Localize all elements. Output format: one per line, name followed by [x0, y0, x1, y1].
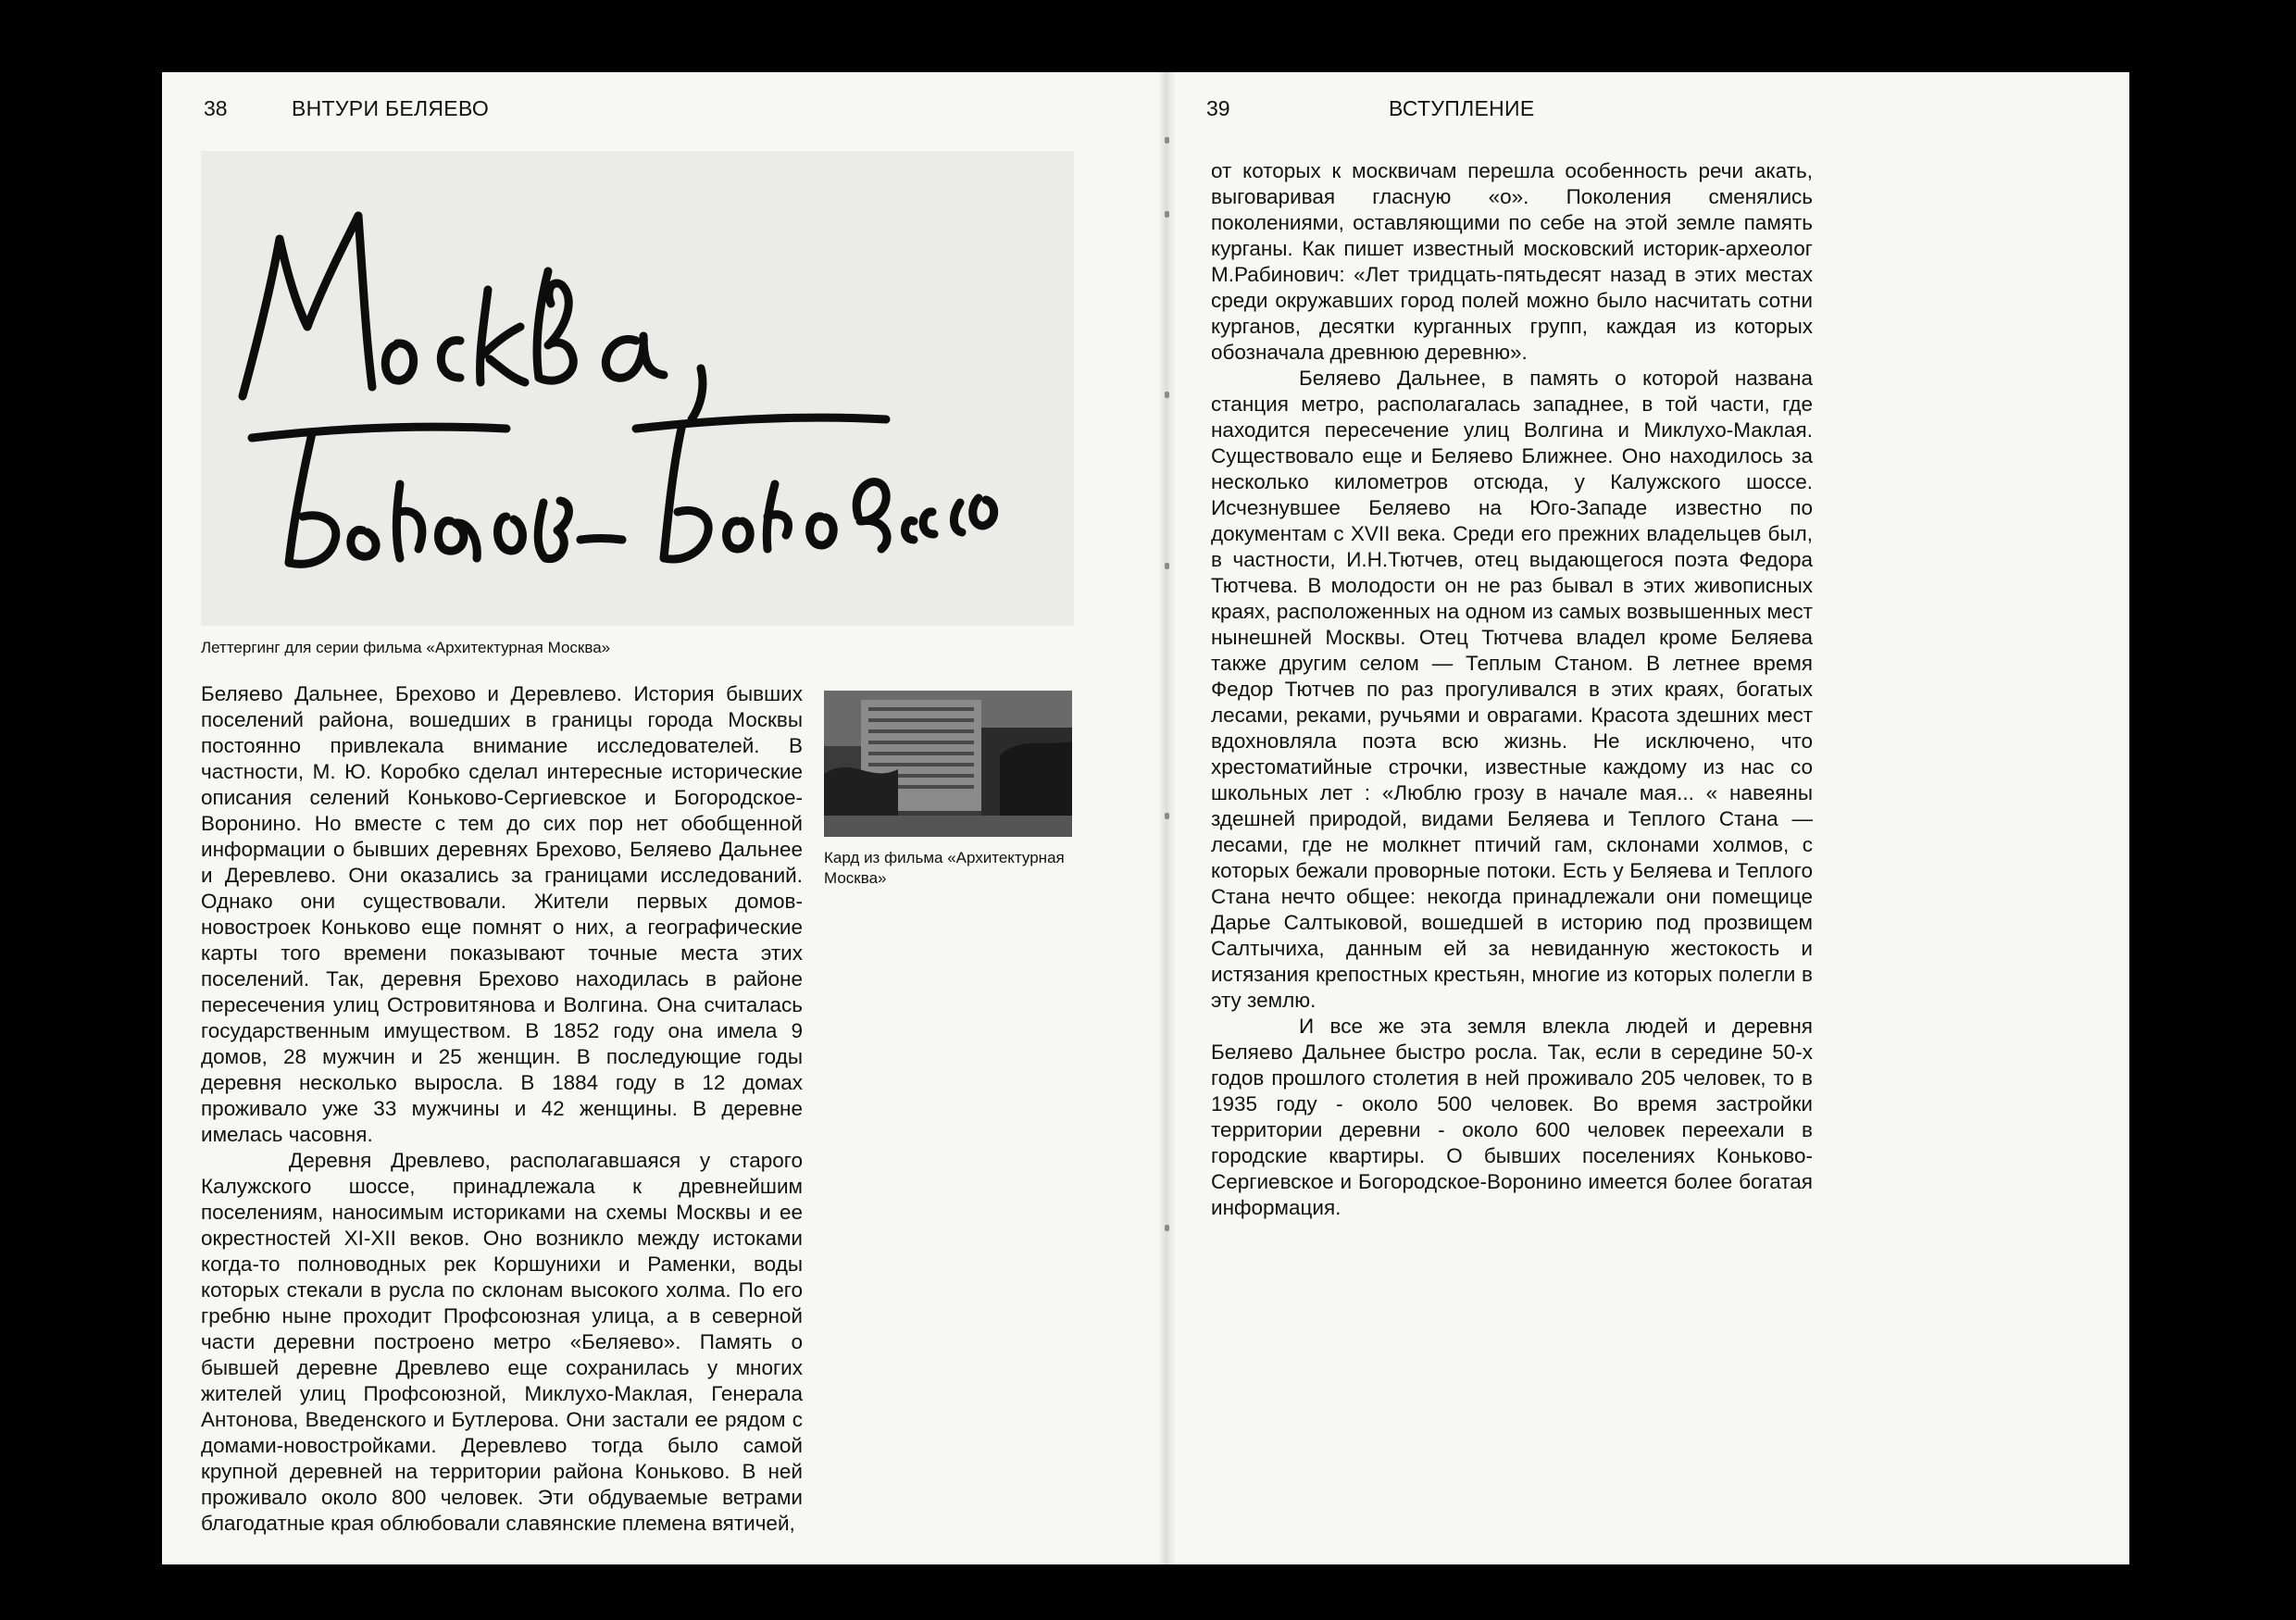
left-paragraph-2: Деревня Древлево, располагавшаяся у старого Калужского шоссе, принадлежала к древнейшим поселениям, наносимым историками на схемы Москвы и ее окрестностей XI-XII веков. Оно возникло между истоками когда-то полноводных рек Коршунихи и Раменки, воды которых стекали в русла по склонам высокого холма. По его гребню ныне проходит Профсоюзная улица, а в северной части деревни построено метро «Беляево». Память о бывшей деревне Древлево еще сохранилась у многих жителей улиц Профсоюзной, Миклухо-Маклая, Генерала Антонова, Введенского и Бутлерова. Они застали ее рядом с домами-новостройками. Деревлево тогда было самой крупной деревней на территории района Коньково. В ней проживало около 800 человек. Эти обдуваемые ветрами благодатные края облюбовали славянские племена вятичей,	[201, 1149, 803, 1535]
page-number-left: 38	[204, 96, 228, 120]
book-spread	[162, 72, 2129, 1564]
right-paragraph-3: И все же эта земля влекла людей и деревня Беляево Дальнее быстро росла. Так, если в середине 50-х годов прошлого столетия в ней проживало 205 человек, то в 1935 году - около 500 человек. Во время застройки территории деревни - около 600 человек переехали в городские квартиры. О бывших поселениях Коньково-Сергиевское и Богородское-Воронино имеется более богатая информация.	[1211, 1015, 1813, 1219]
running-head-left: ВНТУРИ БЕЛЯЕВО	[292, 96, 490, 120]
lettering-image	[201, 151, 1074, 626]
building-photo-illustration	[824, 691, 1072, 837]
handwritten-lettering-illustration	[201, 151, 1074, 626]
right-paragraph-1: от которых к москвичам перешла особенность речи акать, выговаривая гласную «о». Поколения сменялись поколениями, оставляющими по себе на этой земле память курганы. Как пишет известный московский историк-археолог М.Рабинович: «Лет тридцать-пятьдесят назад в этих местах среди окружавших город полей можно было насчитать сотни курганов, десятки курганных групп, каждая из которых обозначала древнюю деревню».	[1211, 159, 1813, 364]
photo-caption: Кард из фильма «Архитектурная Москва»	[824, 849, 1065, 887]
page-number-right: 39	[1206, 96, 1230, 120]
lettering-caption: Леттергинг для серии фильма «Архитектурная Москва»	[201, 639, 611, 656]
film-still-photo	[824, 691, 1072, 837]
left-body-text	[201, 681, 803, 1537]
left-page	[162, 72, 1167, 1564]
left-paragraph-1: Беляево Дальнее, Брехово и Деревлево. История бывших поселений района, вошедших в границы города Москвы постоянно привлекала внимание исследователей. В частности, М. Ю. Коробко сделал интересные исторические описания селений Коньково-Сергиевское и Богородское-Воронино. Но вместе с тем до сих пор нет обобщенной информации о бывших деревнях Брехово, Беляево Дальнее и Деревлево. Они оказались за границами исследований. Однако они существовали. Жители первых домов-новостроек Коньково еще помнят о них, а географические карты того времени показывают точные места этих поселений. Так, деревня Брехово находилась в районе пересечения улиц Островитянова и Волгина. Она считалась государственным имуществом. В 1852 году она имела 9 домов, 28 мужчин и 25 женщин. В последующие годы деревня несколько выросла. В 1884 году в 12 домах проживало уже 33 мужчины и 42 женщины. В деревне имелась часовня.	[201, 682, 803, 1146]
right-page	[1167, 72, 2129, 1564]
right-paragraph-2: Беляево Дальнее, в память о которой названа станция метро, располагалась западнее, в той части, где находится пересечение улиц Волгина и Миклухо-Маклая. Существовало еще и Беляево Ближнее. Оно находилось за несколько километров отсюда, у Калужского шоссе. Исчезнувшее Беляево на Юго-Западе известно по документам с XVII века. Среди его прежних владельцев был, в частности, И.Н.Тютчев, отец выдающегося поэта Федора Тютчева. В молодости он не раз бывал в этих живописных краях, расположенных на одном из самых возвышенных мест нынешней Москвы. Отец Тютчева владел кроме Беляева также другим селом — Теплым Станом. В летнее время Федор Тютчев по раз прогуливался в этих краях, богатых лесами, реками, ручьями и оврагами. Красота здешних мест вдохновляла поэта всю жизнь. Не исключено, что хрестоматийные строчки, известные каждому из нас со школьных лет : «Люблю грозу в начале мая... « навеяны здешней природой, видами Беляева и Теплого Стана — лесами, где не молкнет птичий гам, склонами холмов, с которых бежали проворные потоки. Есть у Беляева и Теплого Стана нечто общее: некогда принадлежали они помещице Дарье Салтыковой, вошедшей в историю под прозвищем Салтычиха, данным ей за невиданную жестокость и истязания крепостных крестьян, многие из которых полегли в эту землю.	[1211, 367, 1813, 1012]
running-head-right: ВСТУПЛЕНИЕ	[1389, 96, 1535, 120]
right-body-text	[1211, 158, 1813, 1221]
